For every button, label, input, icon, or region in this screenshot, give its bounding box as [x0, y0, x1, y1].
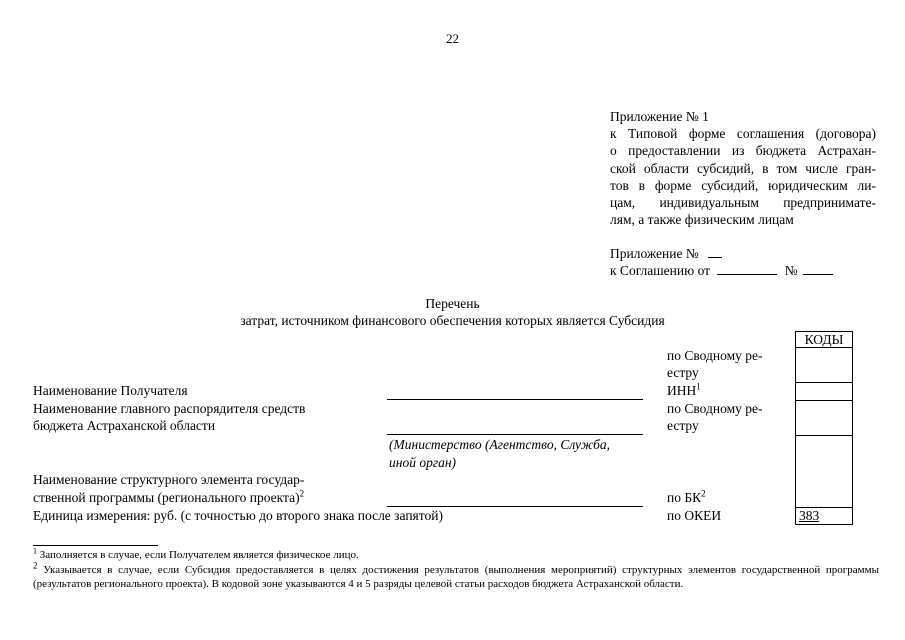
struct-element-label-2: ственной программы (регионального проекта)$^2$ — [33, 488, 305, 505]
ministry-note-1: (Министерство (Агентство, Служба, — [389, 437, 611, 452]
registry-label-1a: по Сводному ре- — [667, 348, 763, 363]
inn-label: ИНН$^1$ — [667, 381, 701, 398]
code-cell-okei — [795, 507, 853, 525]
appendix-line: о предоставлении из бюджета Астрахан- — [610, 143, 876, 159]
agreement-date-blank — [717, 262, 777, 275]
registry-label-2a: по Сводному ре- — [667, 401, 763, 416]
code-cell-bk — [795, 435, 853, 508]
document-title: Перечень — [425, 296, 480, 311]
footnote-divider — [33, 545, 158, 546]
agreement-number-blank — [803, 262, 833, 275]
okei-label: по ОКЕИ — [667, 508, 722, 523]
registry-label-2b: естру — [667, 418, 699, 433]
footnote-2: $^2$ Указывается в случае, если Субсидия предоставляется в целях достижения результатов (выполнения мероприятий) структурных элементов государственной программы (результатов регионального проекта). В кодовой зоне указываются 4 и 5 разряды целевой статьи расходов бюджета Астраханской области. — [33, 560, 879, 590]
appendix-line: лям, а также физическим лицам — [610, 212, 794, 228]
appendix-title: Приложение № 1 — [610, 109, 709, 124]
code-cell-registry-1 — [795, 347, 853, 383]
bk-label: по $БК^2$ — [667, 488, 706, 505]
code-cell-inn — [795, 382, 853, 401]
appendix-header — [610, 108, 876, 228]
document-subtitle: затрат, источником финансового обеспечения которых является Субсидия — [240, 313, 665, 328]
chief-manager-label-1: Наименование главного распорядителя средств — [33, 401, 306, 416]
recipient-label: Наименование Получателя — [33, 383, 188, 398]
page-number: 22 — [446, 31, 459, 46]
agreement-date-label: к Соглашению от — [610, 263, 711, 279]
footnote-1: $^1$ Заполняется в случае, если Получателем является физическое лицо. — [33, 546, 359, 561]
appendix-line: ской области субсидий, в том числе гран- — [610, 160, 876, 176]
agreement-appendix-number-blank — [708, 245, 722, 258]
chief-manager-line — [387, 434, 643, 435]
chief-manager-label-2: бюджета Астраханской области — [33, 418, 216, 433]
unit-label: Единица измерения: руб. (с точностью до второго знака после запятой) — [33, 508, 443, 523]
registry-label-1b: естру — [667, 365, 699, 380]
struct-element-line — [387, 506, 643, 507]
ministry-note-2: иной орган) — [389, 455, 457, 470]
codes-header: КОДЫ — [795, 331, 853, 348]
appendix-line: цам, индивидуальным предпринимате- — [610, 195, 876, 211]
okei-code: 383 — [799, 508, 820, 523]
code-cell-registry-2 — [795, 400, 853, 436]
appendix-line: к Типовой форме соглашения (договора) — [610, 126, 876, 142]
agreement-reference — [610, 245, 833, 279]
recipient-line — [387, 399, 643, 400]
agreement-appendix-label: Приложение № — [610, 246, 699, 261]
appendix-line: тов в форме субсидий, юридическим ли- — [610, 177, 876, 193]
agreement-number-label: № — [784, 263, 798, 279]
struct-element-label-1: Наименование структурного элемента государ- — [33, 472, 305, 487]
